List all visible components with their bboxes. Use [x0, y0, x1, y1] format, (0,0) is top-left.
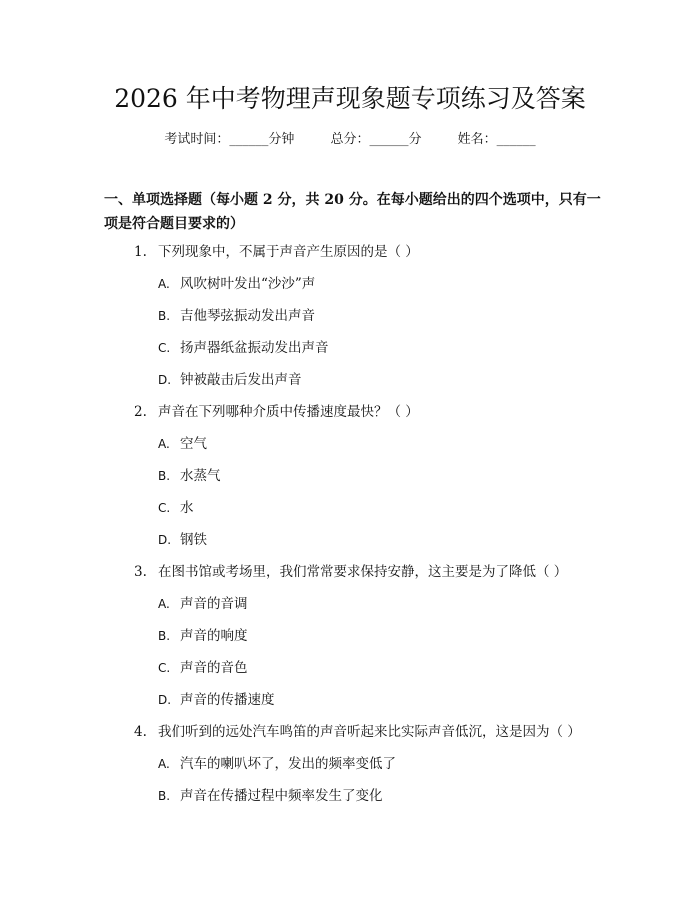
question-text: 下列现象中，不属于声音产生原因的是（ ） — [158, 244, 419, 260]
option-text: 声音的传播速度 — [180, 692, 275, 708]
option-1c — [158, 338, 329, 358]
option-letter: B. — [158, 789, 171, 803]
option-1a — [158, 274, 315, 294]
option-4a — [158, 754, 396, 774]
question-text: 我们听到的远处汽车鸣笛的声音听起来比实际声音低沉，这是因为（ ） — [158, 724, 581, 740]
option-letter: C. — [158, 341, 171, 355]
option-2c — [158, 498, 194, 518]
option-text: 汽车的喇叭坏了，发出的频率变低了 — [180, 756, 396, 772]
option-text: 声音的音调 — [180, 596, 248, 612]
option-text: 扬声器纸盆振动发出声音 — [180, 340, 329, 356]
option-text: 水 — [180, 500, 194, 516]
option-2a — [158, 434, 207, 454]
option-letter: B. — [158, 309, 171, 323]
option-2b — [158, 466, 221, 486]
option-letter: D. — [158, 693, 172, 707]
option-text: 声音的音色 — [180, 660, 248, 676]
question-text: 在图书馆或考场里，我们常常要求保持安静，这主要是为了降低（ ） — [158, 564, 568, 580]
option-text: 水蒸气 — [180, 468, 221, 484]
question-number: 4. — [134, 724, 147, 740]
option-text: 钟被敲击后发出声音 — [180, 372, 302, 388]
option-letter: B. — [158, 629, 171, 643]
option-letter: A. — [158, 437, 170, 451]
section-heading: 一、单项选择题（每小题 2 分，共 20 分。在每小题给出的四个选项中，只有一项是符合题目要求的） — [104, 192, 601, 232]
question-2 — [134, 402, 419, 422]
option-letter: A. — [158, 757, 170, 771]
option-letter: B. — [158, 469, 171, 483]
option-letter: C. — [158, 501, 171, 515]
option-1b — [158, 306, 315, 326]
question-number: 2. — [134, 404, 147, 420]
option-letter: C. — [158, 661, 171, 675]
option-text: 风吹树叶发出“沙沙”声 — [180, 276, 316, 292]
option-3a — [158, 594, 248, 614]
option-letter: A. — [158, 597, 170, 611]
question-1 — [134, 242, 419, 262]
option-4b — [158, 786, 383, 806]
question-4 — [134, 722, 581, 742]
option-3c — [158, 658, 248, 678]
question-number: 1. — [134, 244, 147, 260]
option-text: 声音的响度 — [180, 628, 248, 644]
option-text: 声音在传播过程中频率发生了变化 — [180, 788, 383, 804]
total-score-field: 总分：______分 — [330, 132, 422, 147]
option-letter: A. — [158, 277, 170, 291]
exam-meta — [0, 129, 700, 151]
question-text: 声音在下列哪种介质中传播速度最快？（ ） — [158, 404, 419, 420]
option-letter: D. — [158, 373, 172, 387]
option-1d — [158, 370, 302, 390]
question-number: 3. — [134, 564, 147, 580]
option-3d — [158, 690, 275, 710]
option-text: 空气 — [180, 436, 207, 452]
option-text: 钢铁 — [180, 532, 207, 548]
document-title: 2026 年中考物理声现象题专项练习及答案 — [114, 84, 586, 113]
question-3 — [134, 562, 567, 582]
option-text: 吉他琴弦振动发出声音 — [180, 308, 315, 324]
option-2d — [158, 530, 207, 550]
option-3b — [158, 626, 248, 646]
student-name-field: 姓名：______ — [457, 132, 536, 147]
exam-time-field: 考试时间：______分钟 — [164, 132, 295, 147]
option-letter: D. — [158, 533, 172, 547]
